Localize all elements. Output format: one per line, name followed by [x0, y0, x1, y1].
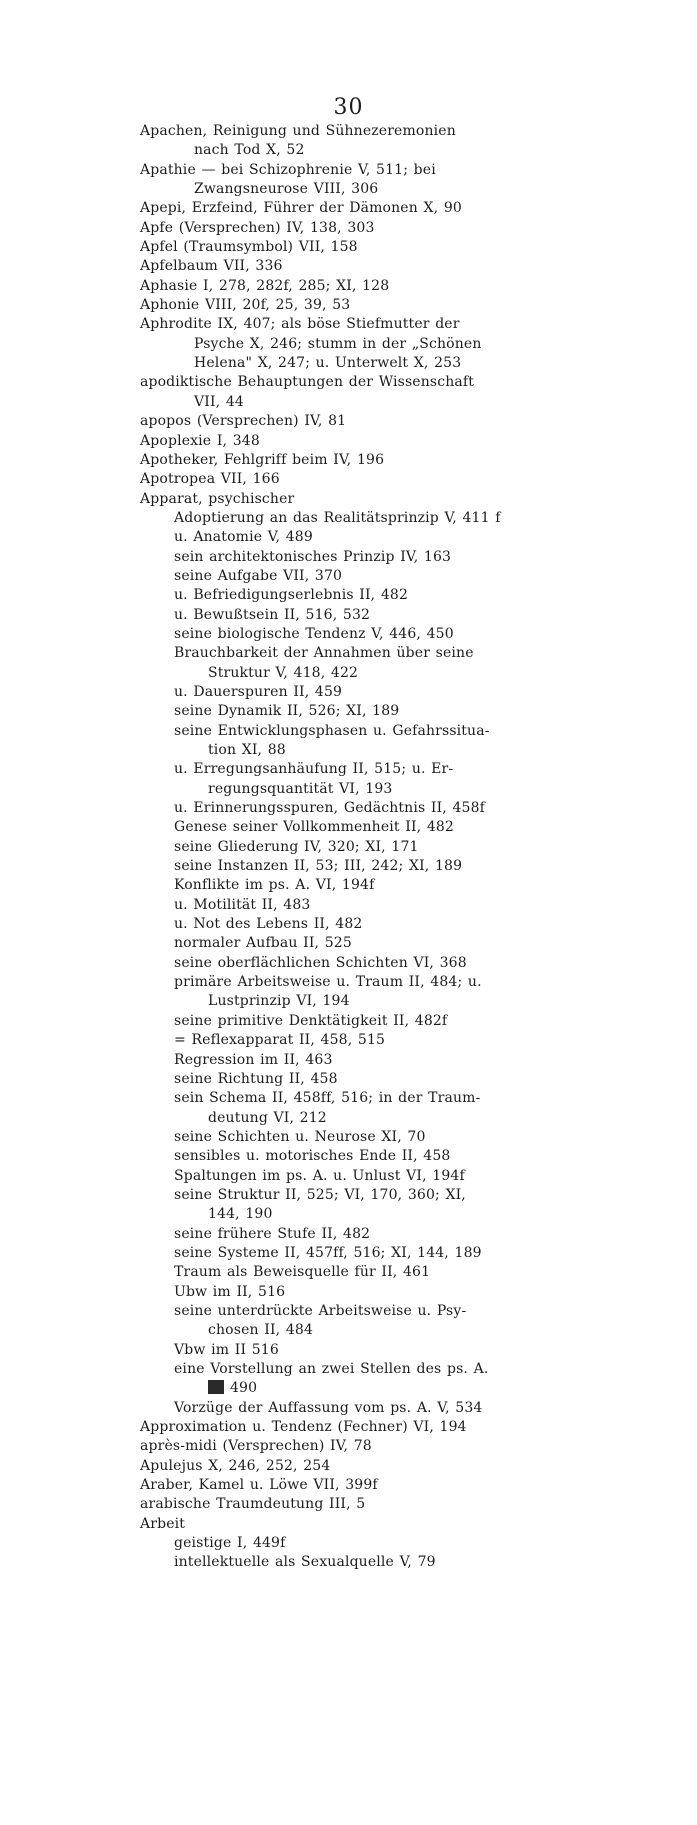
index-entry-text: Konflikte im ps. A. VI, 194f [174, 877, 375, 894]
index-continuation [140, 141, 560, 160]
index-entry-text: Zwangsneurose VIII, 306 [194, 181, 379, 198]
index-subentry [140, 799, 560, 818]
index-entries [140, 122, 560, 1573]
page-number: 30 [333, 95, 364, 120]
index-entry-text: Aphasie I, 278, 282f, 285; XI, 128 [140, 277, 390, 294]
index-subentry [140, 1263, 560, 1282]
index-subentry [140, 934, 560, 953]
index-subentry [140, 1031, 560, 1050]
index-subentry [140, 818, 560, 837]
index-entry-text: 144, 190 [208, 1206, 273, 1223]
index-entry-text: Adoptierung an das Realitätsprinzip V, 411 f [174, 509, 501, 526]
index-entry-text: seine Systeme II, 457ff, 516; XI, 144, 189 [174, 1244, 482, 1261]
index-entry-text: Vbw im II 516 [174, 1341, 279, 1358]
index-subentry [140, 1302, 560, 1321]
index-entry [140, 122, 560, 141]
index-subentry [140, 625, 560, 644]
index-subentry [140, 567, 560, 586]
index-entry-text: apopos (Versprechen) IV, 81 [140, 413, 347, 430]
index-entry-text: seine Instanzen II, 53; III, 242; XI, 189 [174, 858, 463, 875]
index-entry-text: regungsquantität VI, 193 [208, 780, 393, 797]
index-entry-text: seine Aufgabe VII, 370 [174, 567, 343, 584]
index-subentry [140, 973, 560, 992]
index-entry [140, 1437, 560, 1456]
index-subentry [140, 528, 560, 547]
index-entry [140, 1515, 560, 1534]
index-subentry [140, 1070, 560, 1089]
index-continuation [140, 1205, 560, 1224]
index-entry-text: intellektuelle als Sexualquelle V, 79 [174, 1554, 436, 1571]
index-entry [140, 315, 560, 334]
index-entry-text: seine biologische Tendenz V, 446, 450 [174, 625, 454, 642]
index-subentry [140, 1051, 560, 1070]
index-entry-text: Helena" X, 247; u. Unterwelt X, 253 [194, 355, 462, 372]
index-entry [140, 199, 560, 218]
index-subentry [140, 548, 560, 567]
index-entry-text: Lustprinzip VI, 194 [208, 993, 350, 1010]
index-entry-text: normaler Aufbau II, 525 [174, 935, 352, 952]
index-entry-text: sein architektonisches Prinzip IV, 163 [174, 548, 452, 565]
index-entry-text: u. Not des Lebens II, 482 [174, 916, 363, 933]
ink-blot-mark [208, 1380, 224, 1394]
index-subentry [140, 1167, 560, 1186]
index-entry-text: seine primitive Denktätigkeit II, 482f [174, 1012, 448, 1029]
index-continuation [140, 780, 560, 799]
index-entry [140, 412, 560, 431]
index-entry-text: seine Dynamik II, 526; XI, 189 [174, 703, 400, 720]
index-entry-text: Apfe (Versprechen) IV, 138, 303 [140, 219, 375, 236]
index-subentry [140, 1012, 560, 1031]
index-subentry [140, 1534, 560, 1553]
index-entry [140, 1457, 560, 1476]
index-entry-text: seine Richtung II, 458 [174, 1070, 338, 1087]
index-entry [140, 277, 560, 296]
index-entry-text: seine Gliederung IV, 320; XI, 171 [174, 838, 419, 855]
index-entry-text: geistige I, 449f [174, 1535, 286, 1552]
index-subentry [140, 1089, 560, 1108]
index-entry-text: eine Vorstellung an zwei Stellen des ps. A. [174, 1361, 489, 1377]
index-entry-text: tion XI, 88 [208, 742, 286, 758]
index-entry [140, 1495, 560, 1514]
index-subentry [140, 1399, 560, 1418]
index-entry [140, 161, 560, 180]
index-entry-text: seine unterdrückte Arbeitsweise u. Psy- [174, 1302, 467, 1319]
index-subentry [140, 586, 560, 605]
index-entry [140, 373, 560, 392]
index-entry-text: Apparat, psychischer [140, 490, 295, 507]
index-entry-text: Aphrodite IX, 407; als böse Stiefmutter der [140, 316, 460, 333]
index-entry-text: u. Anatomie V, 489 [174, 529, 313, 546]
index-entry [140, 1476, 560, 1495]
index-entry [140, 238, 560, 257]
index-entry [140, 296, 560, 315]
index-entry-text: nach Tod X, 52 [194, 142, 305, 159]
index-entry-text: arabische Traumdeutung III, 5 [140, 1496, 366, 1513]
index-subentry [140, 1225, 560, 1244]
index-entry-text: u. Motilität II, 483 [174, 896, 311, 913]
index-entry-text: seine Schichten u. Neurose XI, 70 [174, 1128, 426, 1145]
index-entry [140, 257, 560, 276]
index-subentry [140, 1553, 560, 1572]
index-subentry [140, 760, 560, 779]
index-entry-text: VII, 44 [194, 393, 244, 410]
index-subentry [140, 1360, 560, 1379]
index-subentry [140, 1147, 560, 1166]
index-continuation [140, 992, 560, 1011]
index-entry [140, 451, 560, 470]
index-entry-text: u. Befriedigungserlebnis II, 482 [174, 587, 409, 604]
index-subentry [140, 896, 560, 915]
index-subentry [140, 683, 560, 702]
index-subentry [140, 954, 560, 973]
index-continuation [140, 335, 560, 354]
index-subentry [140, 876, 560, 895]
index-entry-text: chosen II, 484 [208, 1322, 314, 1339]
index-subentry [140, 915, 560, 934]
index-entry-text: Aphonie VIII, 20f, 25, 39, 53 [140, 297, 351, 314]
index-subentry [140, 857, 560, 876]
index-entry [140, 470, 560, 489]
index-entry-text: apodiktische Behauptungen der Wissenschaft [140, 374, 475, 391]
index-entry-text: Apfel (Traumsymbol) VII, 158 [140, 239, 358, 256]
index-entry-text: Vorzüge der Auffassung vom ps. A. V, 534 [174, 1399, 483, 1416]
index-continuation [140, 741, 560, 760]
index-entry-text: seine oberflächlichen Schichten VI, 368 [174, 954, 467, 971]
index-entry-text: Arbeit [140, 1515, 186, 1532]
index-entry-text: Genese seiner Vollkommenheit II, 482 [174, 819, 454, 836]
index-continuation [140, 664, 560, 683]
index-entry-text: Apulejus X, 246, 252, 254 [140, 1457, 331, 1474]
index-subentry [140, 1283, 560, 1302]
index-entry-text: Apepi, Erzfeind, Führer der Dämonen X, 90 [140, 200, 462, 217]
index-entry [140, 1418, 560, 1437]
index-entry-text: u. Erregungsanhäufung II, 515; u. Er- [174, 761, 454, 778]
index-entry-text: Apfelbaum VII, 336 [140, 258, 283, 275]
index-entry-text: sensibles u. motorisches Ende II, 458 [174, 1148, 451, 1165]
index-entry-text: u. Dauerspuren II, 459 [174, 683, 343, 700]
index-continuation [140, 354, 560, 373]
index-subentry [140, 1244, 560, 1263]
index-entry-text: seine Struktur II, 525; VI, 170, 360; XI, [174, 1186, 466, 1203]
index-subentry [140, 722, 560, 741]
index-entry-text: Brauchbarkeit der Annahmen über seine [174, 645, 474, 662]
index-entry-text: Spaltungen im ps. A. u. Unlust VI, 194f [174, 1167, 465, 1184]
index-entry-text: seine Entwicklungsphasen u. Gefahrssitua- [174, 722, 490, 739]
index-entry-text: 490 [230, 1380, 258, 1397]
index-entry-text: Apoplexie I, 348 [140, 432, 260, 449]
index-continuation [140, 1109, 560, 1128]
index-entry-text: Araber, Kamel u. Löwe VII, 399f [140, 1477, 378, 1494]
index-entry-text: Approximation u. Tendenz (Fechner) VI, 194 [140, 1419, 467, 1436]
index-entry-text: Apathie — bei Schizophrenie V, 511; bei [140, 161, 436, 178]
index-subentry [140, 1128, 560, 1147]
index-subentry [140, 838, 560, 857]
index-entry-text: Traum als Beweisquelle für II, 461 [174, 1264, 431, 1281]
index-entry-text: Struktur V, 418, 422 [208, 664, 359, 681]
index-continuation [140, 180, 560, 199]
index-subentry [140, 509, 560, 528]
index-entry-text: deutung VI, 212 [208, 1109, 327, 1126]
index-entry-text: u. Erinnerungsspuren, Gedächtnis II, 458f [174, 800, 485, 817]
index-subentry [140, 702, 560, 721]
index-entry-text: Psyche X, 246; stumm in der „Schönen [194, 335, 482, 352]
index-entry-text: sein Schema II, 458ff, 516; in der Traum- [174, 1090, 481, 1107]
index-entry-text: = Reflexapparat II, 458, 515 [174, 1032, 386, 1049]
index-entry-text: Apotheker, Fehlgriff beim IV, 196 [140, 451, 385, 468]
index-entry-text: primäre Arbeitsweise u. Traum II, 484; u. [174, 974, 482, 991]
index-continuation [140, 1379, 560, 1398]
index-entry-text: Apotropea VII, 166 [140, 471, 280, 488]
index-subentry [140, 606, 560, 625]
index-entry [140, 490, 560, 509]
index-entry-text: Regression im II, 463 [174, 1051, 333, 1068]
index-entry-text: u. Bewußtsein II, 516, 532 [174, 606, 371, 623]
index-entry [140, 432, 560, 451]
index-entry-text: seine frühere Stufe II, 482 [174, 1225, 371, 1242]
index-entry-text: Apachen, Reinigung und Sühnezeremonien [140, 123, 456, 139]
index-subentry [140, 1341, 560, 1360]
index-entry [140, 219, 560, 238]
index-continuation [140, 1321, 560, 1340]
index-entry-text: Ubw im II, 516 [174, 1283, 286, 1300]
index-entry-text: après-midi (Versprechen) IV, 78 [140, 1438, 372, 1455]
index-subentry [140, 644, 560, 663]
index-continuation [140, 393, 560, 412]
index-subentry [140, 1186, 560, 1205]
